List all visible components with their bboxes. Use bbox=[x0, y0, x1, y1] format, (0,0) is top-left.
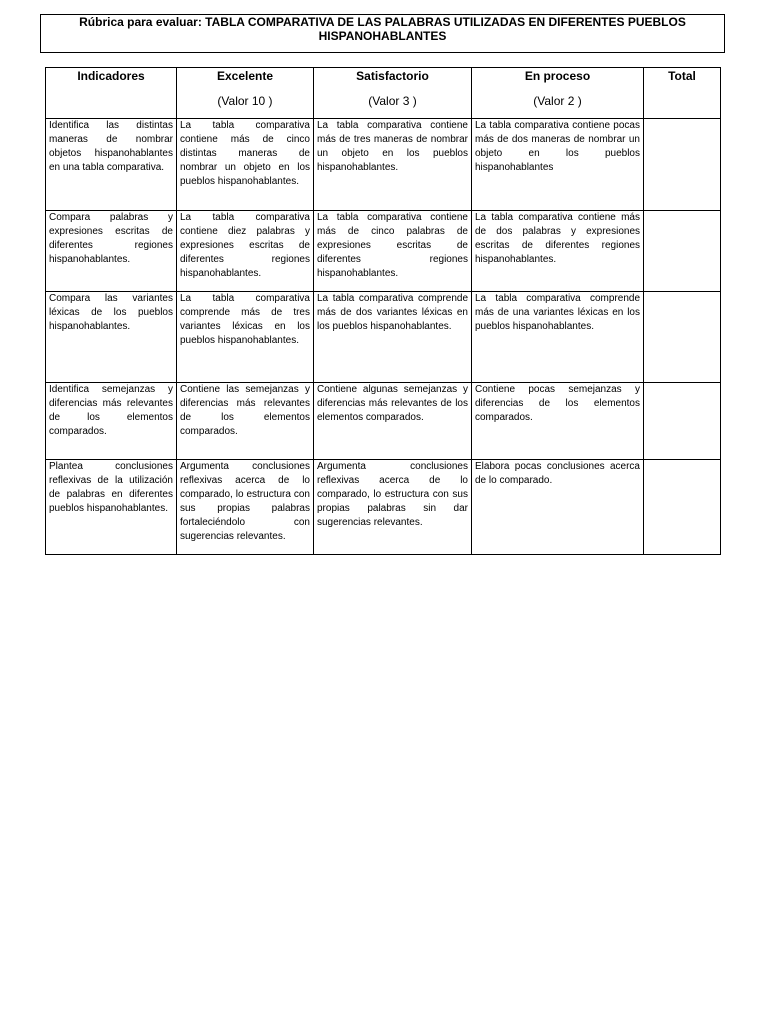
cell-en-proceso: La tabla comparativa contiene más de dos palabras y expresiones escritas de diferentes regiones hispanohablantes. bbox=[472, 211, 644, 292]
cell-indicador: Compara las variantes léxicas de los pueblos hispanohablantes. bbox=[46, 292, 177, 383]
table-row bbox=[46, 119, 721, 211]
cell-satisfactorio: La tabla comparativa contiene más de tres maneras de nombrar un objeto en los pueblos hispanohablantes. bbox=[314, 119, 472, 211]
cell-total bbox=[644, 460, 721, 555]
header-total bbox=[644, 68, 721, 119]
header-en-proceso bbox=[472, 68, 644, 119]
table-row bbox=[46, 211, 721, 292]
cell-satisfactorio: Argumenta conclusiones reflexivas acerca de lo comparado, lo estructura con sus propias palabras sin dar sugerencias relevantes. bbox=[314, 460, 472, 555]
cell-en-proceso: Elabora pocas conclusiones acerca de lo comparado. bbox=[472, 460, 644, 555]
cell-total bbox=[644, 292, 721, 383]
rubric-table bbox=[45, 67, 721, 555]
cell-excelente: La tabla comparativa contiene diez palabras y expresiones escritas de diferentes regiones hispanohablantes. bbox=[177, 211, 314, 292]
rubric-title-line1: Rúbrica para evaluar: TABLA COMPARATIVA DE LAS PALABRAS UTILIZADAS EN DIFERENTES PUEBLOS bbox=[79, 15, 686, 29]
header-label: Excelente bbox=[216, 69, 274, 83]
cell-excelente: Contiene las semejanzas y diferencias más relevantes de los elementos comparados. bbox=[177, 383, 314, 460]
cell-satisfactorio: La tabla comparativa comprende más de dos variantes léxicas en los pueblos hispanohablantes. bbox=[314, 292, 472, 383]
cell-total bbox=[644, 119, 721, 211]
table-row bbox=[46, 460, 721, 555]
cell-excelente: La tabla comparativa comprende más de tres variantes léxicas en los pueblos hispanohablantes. bbox=[177, 292, 314, 383]
header-row bbox=[46, 68, 721, 119]
rubric-title-box bbox=[40, 14, 725, 53]
cell-indicador: Plantea conclusiones reflexivas de la utilización de palabras en diferentes pueblos hispanohablantes. bbox=[46, 460, 177, 555]
header-satisfactorio bbox=[314, 68, 472, 119]
table-row bbox=[46, 292, 721, 383]
header-label: En proceso bbox=[524, 69, 591, 83]
cell-en-proceso: La tabla comparativa contiene pocas más de dos maneras de nombrar un objeto en los pueblos hispanohablantes bbox=[472, 119, 644, 211]
header-label: Satisfactorio bbox=[356, 69, 429, 83]
rubric-title-line2: HISPANOHABLANTES bbox=[318, 29, 447, 43]
cell-indicador: Compara palabras y expresiones escritas de diferentes regiones hispanohablantes. bbox=[46, 211, 177, 292]
header-value: (Valor 10 ) bbox=[217, 94, 273, 108]
header-excelente bbox=[177, 68, 314, 119]
cell-en-proceso: La tabla comparativa comprende más de una variantes léxicas en los pueblos hispanohablantes. bbox=[472, 292, 644, 383]
cell-satisfactorio: La tabla comparativa contiene más de cinco palabras de expresiones escritas de diferentes regiones hispanohablantes. bbox=[314, 211, 472, 292]
cell-excelente: Argumenta conclusiones reflexivas acerca de lo comparado, lo estructura con sus propias palabras fortaleciéndolo con sugerencias relevantes. bbox=[177, 460, 314, 555]
header-label: Indicadores bbox=[77, 69, 145, 83]
header-label: Total bbox=[668, 69, 696, 83]
header-value: (Valor 2 ) bbox=[533, 94, 582, 108]
cell-total bbox=[644, 211, 721, 292]
cell-satisfactorio: Contiene algunas semejanzas y diferencias más relevantes de los elementos comparados. bbox=[314, 383, 472, 460]
header-value: (Valor 3 ) bbox=[368, 94, 417, 108]
cell-indicador: Identifica semejanzas y diferencias más relevantes de los elementos comparados. bbox=[46, 383, 177, 460]
header-indicadores bbox=[46, 68, 177, 119]
table-row bbox=[46, 383, 721, 460]
cell-total bbox=[644, 383, 721, 460]
cell-indicador: Identifica las distintas maneras de nombrar objetos hispanohablantes en una tabla comparativa. bbox=[46, 119, 177, 211]
cell-en-proceso: Contiene pocas semejanzas y diferencias de los elementos comparados. bbox=[472, 383, 644, 460]
cell-excelente: La tabla comparativa contiene más de cinco distintas maneras de nombrar un objeto en los pueblos hispanohablantes. bbox=[177, 119, 314, 211]
